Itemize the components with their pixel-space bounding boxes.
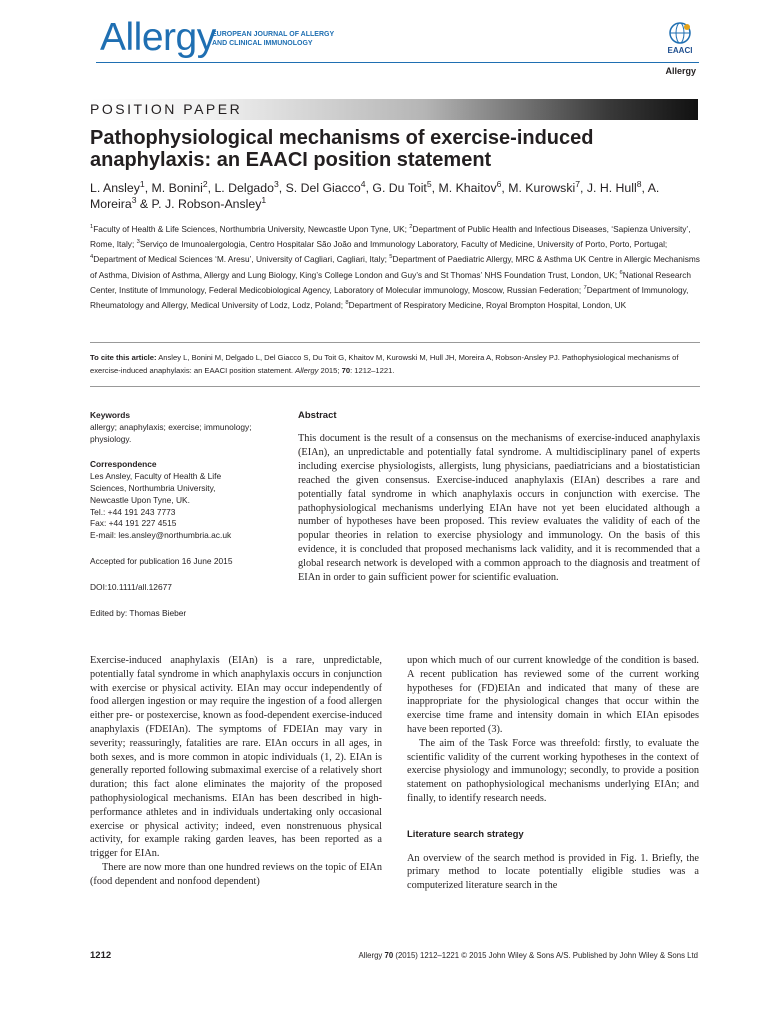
correspondence-line: Fax: +44 191 227 4515 xyxy=(90,518,177,529)
body-column-right xyxy=(407,654,699,893)
body-paragraph: The aim of the Task Force was threefold: firstly, to evaluate the scientific validity of the current working hypotheses in the context of exercise physiology and immunology; secondly, to provide a position statement on pathophysiological mechanisms underlying EIAn; and finally, to identify research needs. xyxy=(407,737,699,804)
affiliation-number: 6 xyxy=(619,269,623,276)
affiliation: Department of Respiratory Medicine, Royal Brompton Hospital, London, UK xyxy=(348,300,627,311)
citation xyxy=(90,351,700,377)
author-affiliation-mark: 3 xyxy=(273,178,279,189)
abstract-text: This document is the result of a consensus on the mechanisms of exercise-induced anaphylaxis (EIAn), an unpredictable and potentially fatal syndrome. A multidisciplinary panel of experts including exercise physiologists, allergists, lung physicians, paediatricians and a biostatistician reached the given consensus. Exercise-induced anaphylaxis (EIAn) describes a rare and potentially fatal syndrome in which anaphylaxis occurs in conjunction with exercise. The pathophysiological mechanisms underlying EIAn have not yet been elucidated although a number of hypotheses have been proposed. This review evaluates the validity of each of the popular theories in relation to exercise physiology and immunology. On the basis of this evidence, it is concluded that proposed mechanisms lack validity, and it is recommended that a global research network is developed with a common approach to the diagnosis and treatment of EIAn in order to gain sufficient power for scientific evaluation. xyxy=(298,433,700,584)
author-affiliation-mark: 3 xyxy=(131,194,137,205)
body-paragraph: An overview of the search method is provided in Fig. 1. Briefly, the primary method to locate potentially eligible studies was a computerized literature search in the xyxy=(407,852,699,892)
globe-icon xyxy=(663,20,697,46)
affiliation-number: 3 xyxy=(136,239,140,246)
footer-rest: (2015) 1212–1221 © 2015 John Wiley & Sons A/S. Published by John Wiley & Sons Ltd xyxy=(393,951,698,960)
affiliation: Department of Public Health and Infectious Diseases, ‘Sapienza University’, Rome, Italy; xyxy=(90,224,691,250)
body-column-left xyxy=(90,654,382,889)
affiliation-number: 1 xyxy=(90,224,94,231)
divider xyxy=(90,386,700,387)
author: J. H. Hull$^8$ xyxy=(586,178,642,195)
affiliation-number: 5 xyxy=(389,254,393,261)
journal-subtitle: EUROPEAN JOURNAL OF ALLERGY AND CLINICAL IMMUNOLOGY xyxy=(212,31,335,47)
correspondence-line: Newcastle Upon Tyne, UK. xyxy=(90,494,190,505)
affiliation: Serviço de Imunoalergologia, Centro Hospitalar São João and Immunology Laboratory, Faculty of Medicine, University of Porto, Porto, Portugal; xyxy=(139,239,668,250)
author-affiliation-mark: 5 xyxy=(426,178,432,189)
body-paragraph: There are now more than one hundred reviews on the topic of EIAn (food dependent and nonfood dependent) xyxy=(90,861,382,887)
accepted-date: Accepted for publication 16 June 2015 xyxy=(90,555,233,566)
author-affiliation-mark: 6 xyxy=(496,178,502,189)
footer-volume: 70 xyxy=(384,951,394,960)
journal-logo: Allergy xyxy=(100,16,216,59)
author: S. Del Giacco$^4$ xyxy=(285,178,366,195)
author: M. Kurowski$^7$ xyxy=(508,178,580,195)
citation-journal: Allergy xyxy=(295,366,319,375)
page-number: 1212 xyxy=(90,950,112,961)
affiliation-number: 8 xyxy=(345,300,349,307)
author-affiliation-mark: 2 xyxy=(202,178,208,189)
author-affiliation-mark: 8 xyxy=(636,178,642,189)
citation-year: 2015; xyxy=(318,366,342,375)
affiliation: Department of Medical Sciences ‘M. Aresu’, University of Cagliari, Cagliari, Italy; xyxy=(93,254,390,265)
eaaci-logo xyxy=(663,20,697,58)
affiliation-number: 7 xyxy=(583,285,587,292)
author-affiliation-mark: 7 xyxy=(575,178,580,189)
affiliation: National Research Center, Institute of Immunology, Federal Medicobiological Agency, Laboratory of Molecular immunology, Moscow, Russian Federation; xyxy=(90,269,691,295)
footer-citation xyxy=(359,951,699,960)
author: L. Ansley$^1$ xyxy=(90,178,145,195)
divider xyxy=(90,342,700,343)
author-list: L. Ansley$^1$, M. Bonini$^2$, L. Delgado$^3$, S. Del Giacco$^4$, G. Du Toit$^5$, M. Khaitov$^6$, M. Kurowski$^7$, J. H. Hull$^8$, A. Moreira$^3$ & P. J. Robson-Ansley$^1$ xyxy=(90,178,660,211)
section-heading: Literature search strategy xyxy=(407,828,524,840)
correspondence-line: Les Ansley, Faculty of Health & Life xyxy=(90,471,222,482)
abstract-heading: Abstract xyxy=(298,410,337,421)
journal-masthead xyxy=(96,18,699,60)
affiliation-number: 4 xyxy=(90,254,94,261)
affiliation: Faculty of Health & Life Sciences, Northumbria University, Newcastle Upon Tyne, UK; xyxy=(93,224,410,234)
author: A. Moreira$^3$ xyxy=(90,181,660,211)
correspondence-email[interactable]: E-mail: les.ansley@northumbria.ac.uk xyxy=(90,530,232,541)
author-affiliation-mark: 1 xyxy=(139,178,145,189)
affiliations xyxy=(90,222,700,313)
article-sidebar xyxy=(90,410,290,633)
author-affiliation-mark: 1 xyxy=(261,194,267,205)
citation-text: Ansley L, Bonini M, Delgado L, Del Giacco S, Du Toit G, Khaitov M, Kurowski M, Hull JH, Moreira A, Robson-Ansley PJ. Pathophysiological mechanisms of exercise-induced anaphylaxis: an EAACI position statement. xyxy=(90,353,679,375)
edited-by: Edited by: Thomas Bieber xyxy=(90,607,187,618)
author-affiliation-mark: 4 xyxy=(360,178,366,189)
citation-label: To cite this article: xyxy=(90,353,157,362)
author: P. J. Robson-Ansley$^1$ xyxy=(151,194,267,211)
correspondence-line: Sciences, Northumbria University, xyxy=(90,482,216,493)
eaaci-logo-text: EAACI xyxy=(667,46,693,55)
correspondence-heading: Correspondence xyxy=(90,459,157,470)
body-paragraph: Exercise-induced anaphylaxis (EIAn) is a rare, unpredictable, potentially fatal syndrome in which anaphylaxis occurs in conjunction with exercise or physical activity. EIAn may occur independently of food allergen ingestion or may require the ingestion of a food allergen either pre- or postexercise, known as food-dependent exercise-induced anaphylaxis (FDEIAn). The symptoms of FDEIAn may vary in severity; reassuringly, fatalities are rare. EIAn occurs in all ages, in both sexes, and is more common in atopic individuals (1, 2). EIAn is generally reported following submaximal exercise of a relatively short duration; this fact alone eliminates the majority of the proposed pathophysiological mechanisms. EIAn has been described in high-performance athletes and in individuals undertaking only occasional exercise or physical activity; indeed, even nonstrenuous physical activity, for example raking garden leaves, has been reported as a trigger for EIAn. xyxy=(90,655,382,860)
correspondence-line: Tel.: +44 191 243 7773 xyxy=(90,506,176,517)
body-paragraph: upon which much of our current knowledge of the condition is based. A recent publication has reviewed some of the current working hypotheses for (FD)EIAn and indicated that many of these are inappropriate for the physiological changes that occur within the exercise time frame and intensity domain in which EIAn episodes have been reported (3). xyxy=(407,655,699,735)
affiliation: Department of Paediatric Allergy, MRC & Asthma UK Centre in Allergic Mechanisms of Asthma, Division of Asthma, Allergy and Lung Biology, King’s College London and Guy’s and St Thomas’ NHS Foundation Trust, London, UK; xyxy=(90,254,700,280)
author: M. Bonini$^2$ xyxy=(151,178,208,195)
affiliation-number: 2 xyxy=(409,224,413,231)
author: L. Delgado$^3$ xyxy=(214,178,279,195)
citation-volume: 70 xyxy=(341,366,351,375)
citation-pages: : 1212–1221. xyxy=(350,366,395,375)
keywords-heading: Keywords xyxy=(90,410,131,420)
article-title: Pathophysiological mechanisms of exercise-induced anaphylaxis: an EAACI position statement xyxy=(90,127,594,171)
section-label: POSITION PAPER xyxy=(90,101,243,117)
author: G. Du Toit$^5$ xyxy=(372,178,432,195)
author: M. Khaitov$^6$ xyxy=(438,178,502,195)
running-head: Allergy xyxy=(665,66,696,76)
masthead-rule xyxy=(96,62,699,63)
affiliation: Department of Immunology, Rheumatology and Allergy, Medical University of Lodz, Lodz, Poland; xyxy=(90,284,689,311)
footer-journal: Allergy xyxy=(358,951,385,960)
doi[interactable]: DOI:10.1111/all.12677 xyxy=(90,581,172,592)
keywords: allergy; anaphylaxis; exercise; immunology; physiology. xyxy=(90,421,252,444)
